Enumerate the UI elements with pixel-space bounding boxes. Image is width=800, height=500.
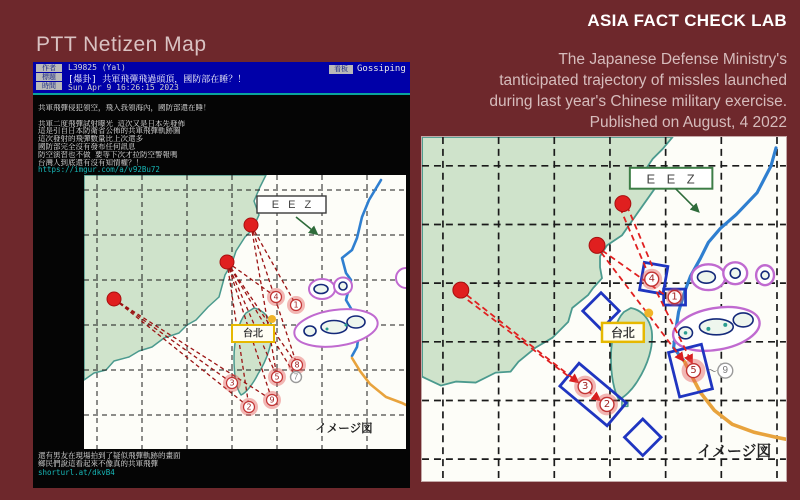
svg-text:台北: 台北 [243,328,263,340]
svg-text:3: 3 [581,381,589,393]
ptt-field-time: 時間 [36,82,62,90]
impact-marker-2 [240,398,258,416]
svg-text:1: 1 [671,291,678,303]
ptt-title-line: [爆卦] 共軍飛彈飛過頭頂，國防部在睡？！ [68,75,247,85]
post-line: 國防部完全沒有發布任何訊息 [38,142,136,151]
svg-text:4: 4 [273,292,279,302]
impact-marker-5 [268,368,286,386]
svg-text:台北: 台北 [610,325,635,340]
ptt-post-footer [38,452,406,477]
post-line: 共軍二度飛彈試射曝光 這次又是日本先發佈 [38,119,186,128]
defense-ministry-map-frame [421,136,787,482]
svg-text:7: 7 [293,372,299,382]
post-line [38,112,406,120]
caption-line: The Japanese Defense Ministry's [558,51,787,68]
ptt-field-title: 標題 [36,73,62,81]
impact-marker-4 [641,269,662,290]
impact-marker-5 [682,359,706,383]
svg-text:8: 8 [294,360,300,370]
ptt-header-bar [33,62,410,93]
svg-text:E E Z: E E Z [646,171,699,187]
ptt-board-label: 看板 [329,65,353,74]
post-line: 共軍飛彈侵犯領空，飛入我領海內，國防部還在睡！ [38,104,211,112]
svg-text:4: 4 [648,273,655,285]
impact-marker-7 [291,372,302,383]
caption-line: Published on August, 4 2022 [589,114,787,131]
svg-text:2: 2 [603,398,611,410]
svg-text:9: 9 [269,395,275,405]
svg-text:1: 1 [293,300,299,310]
ptt-post-body [38,104,406,174]
range-5-to-9 [707,363,733,378]
impact-marker-3 [223,374,241,392]
footer-line: 鄉民們說這看起來不像真的共軍飛彈 [38,459,158,469]
ptt-board-name: Gossiping [357,64,406,74]
impact-marker-1 [287,296,305,314]
svg-text:5: 5 [690,365,697,377]
left-map-title: PTT Netizen Map [36,33,207,56]
ptt-separator [33,93,410,95]
impact-marker-1 [666,288,684,306]
impact-marker-4 [267,288,285,306]
svg-text:3: 3 [229,378,235,388]
caption-line: tanticipated trajectory of missles launched [499,72,787,89]
image-caption: イメージ図 [697,444,772,461]
image-caption: イメージ図 [315,423,373,435]
post-line: 台灣人到底還有沒有知情權？！ [38,158,143,167]
svg-text:5: 5 [274,372,280,382]
svg-text:2: 2 [246,402,252,412]
caption-line: during last year's Chinese military exercise. [489,93,787,110]
ptt-author-line: L39825 (Yal) [68,63,126,72]
ptt-netizen-map [84,175,406,449]
svg-text:〜: 〜 [706,365,718,378]
footer-line: 還有男友在現場拍到了疑似飛彈軌跡的畫面 [38,451,181,460]
ptt-screenshot [33,62,410,488]
caption-text [367,49,787,133]
impact-marker-9 [263,391,281,409]
post-line: 這次發射的飛彈數量比上次還多 [38,135,143,143]
impact-marker-2 [596,394,618,416]
impact-marker-3 [574,376,596,398]
imgur-link[interactable]: https://imgur.com/a/v92Bu72 [38,165,160,175]
ptt-time-line: Sun Apr 9 16:26:15 2023 [68,83,179,92]
ptt-field-author: 作者 [36,64,62,72]
brand-title: ASIA FACT CHECK LAB [587,11,787,30]
svg-text:E E Z: E E Z [271,199,315,211]
defense-ministry-map [422,137,786,481]
svg-text:9: 9 [722,365,729,377]
shorturl-link[interactable]: shorturl.at/dkvB4 [38,467,115,477]
post-line: 這是引自日本防衛省公佈的共軍飛彈軌跡圖 [38,127,181,136]
post-line: 防空演習也不做 要等下次才拉防空警報嗎 [38,150,178,159]
